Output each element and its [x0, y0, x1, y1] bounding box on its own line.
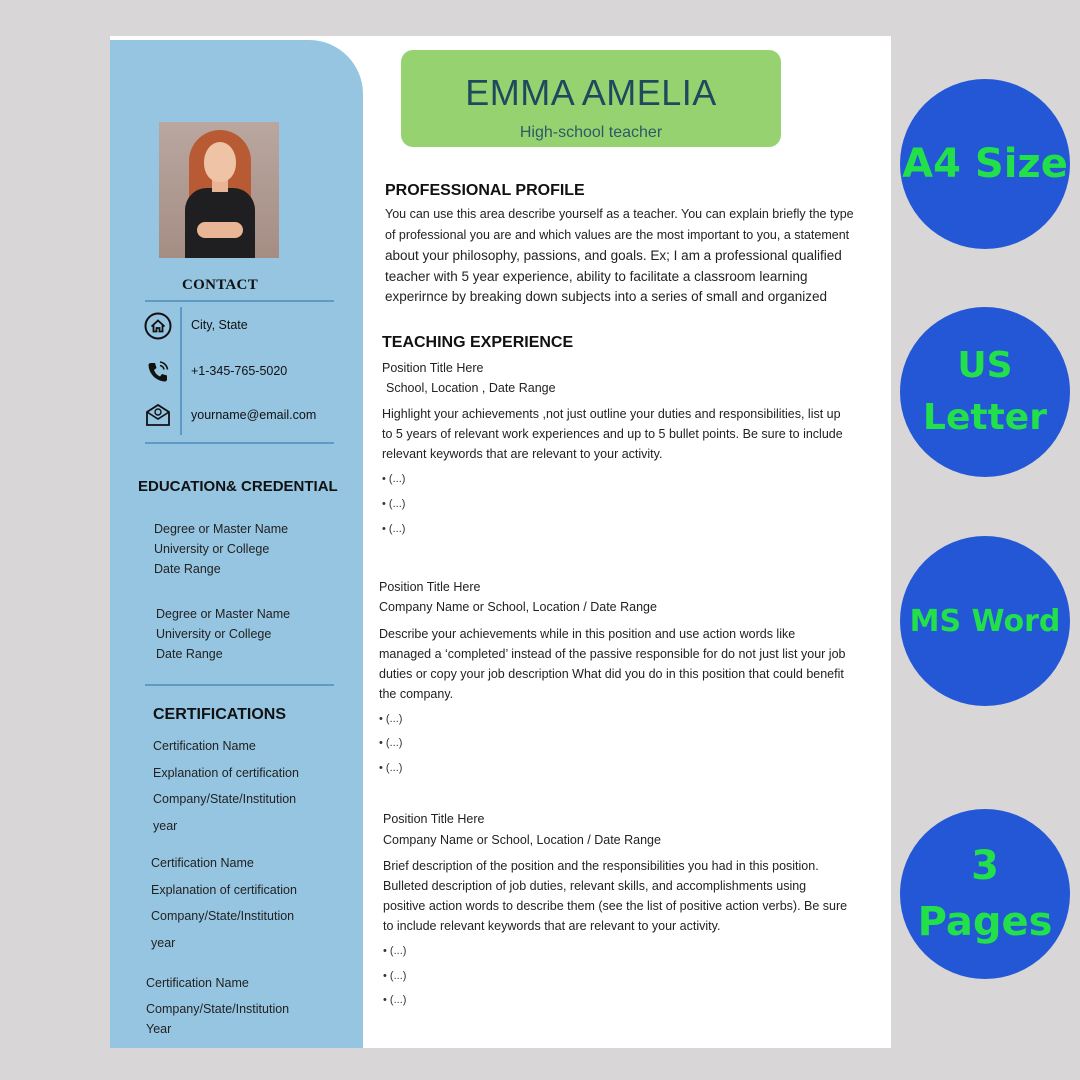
job-desc-line: the company.: [379, 687, 454, 701]
education-school: University or College: [154, 542, 270, 556]
job-company: Company Name or School, Location / Date Range: [379, 600, 657, 614]
education-title: EDUCATION& CREDENTIAL: [138, 478, 338, 495]
education-degree: Degree or Master Name: [156, 607, 291, 621]
job-desc-line: Bulleted description of job duties, relevant skills, and accomplishments using: [383, 879, 807, 893]
candidate-name: EMMA AMELIA: [465, 72, 717, 113]
contact-email: yourname@email.com: [191, 408, 317, 422]
certification-explanation: Explanation of certification: [153, 766, 299, 780]
name-header: [401, 50, 781, 147]
education-school: University or College: [156, 627, 272, 641]
education-degree: Degree or Master Name: [154, 522, 289, 536]
job-position: Position Title Here: [383, 812, 485, 826]
education-date: Date Range: [156, 647, 223, 661]
phone-icon: [144, 358, 172, 386]
job-desc-line: managed a ‘completed’ instead of the passive responsible for do not just list your job: [379, 647, 846, 661]
badge-ms-word: MS Word: [900, 536, 1070, 706]
job-desc-line: to 5 years of relevant work experiences and up to 5 bullet points. Be sure to include: [382, 427, 843, 441]
job-bullet: • (...): [383, 994, 407, 1006]
job-bullet: • (...): [382, 498, 406, 510]
job-bullet: • (...): [379, 713, 403, 725]
job-bullet: • (...): [383, 945, 407, 957]
badge-page-count: 3 Pages: [900, 809, 1070, 979]
education-date: Date Range: [154, 562, 221, 576]
job-bullet: • (...): [382, 523, 406, 535]
job-company: Company Name or School, Location / Date Range: [383, 833, 661, 847]
job-desc-line: Highlight your achievements ,not just outline your duties and responsibilities, list up: [382, 407, 841, 421]
profile-title: PROFESSIONAL PROFILE: [385, 182, 585, 199]
certification-year: year: [153, 819, 178, 833]
profile-text: [385, 207, 865, 313]
profile-line: about your philosophy, passions, and goals. Ex; I am a professional qualified: [385, 248, 842, 263]
job-desc-line: Brief description of the position and the responsibilities you had in this position.: [383, 859, 819, 873]
experience-title: TEACHING EXPERIENCE: [382, 334, 574, 351]
divider: [145, 442, 334, 444]
job-bullet: • (...): [382, 473, 406, 485]
sidebar: [110, 40, 363, 1048]
certification-name: Certification Name: [153, 739, 256, 753]
certification-explanation: Explanation of certification: [151, 883, 297, 897]
badge-a4-size: A4 Size: [900, 79, 1070, 249]
email-icon: [144, 401, 172, 429]
job-desc-line: relevant keywords that are relevant to your activity.: [382, 447, 663, 461]
resume-page: [110, 36, 891, 1048]
home-icon: [144, 312, 172, 340]
profile-line: experirnce by breaking down subjects into a series of small and organized: [385, 289, 827, 304]
certification-name: Certification Name: [146, 976, 249, 990]
job-desc-line: positive action words to describe them (see the list of positive action verbs). Be sure: [383, 899, 848, 913]
certification-year: year: [151, 936, 176, 950]
contact-location: City, State: [191, 318, 248, 332]
profile-line: teacher with 5 year experience, ability to facilitate a classroom learning: [385, 268, 808, 284]
job-bullet: • (...): [379, 762, 403, 774]
certification-year: Year: [146, 1022, 172, 1036]
profile-photo: [159, 122, 279, 258]
certification-company: Company/State/Institution: [151, 909, 295, 923]
divider: [180, 307, 182, 435]
contact-phone: +1-345-765-5020: [191, 364, 288, 378]
job-desc-line: to include relevant keywords that are relevant to your activity.: [383, 919, 721, 933]
certification-company: Company/State/Institution: [146, 1002, 290, 1016]
job-position: Position Title Here: [382, 361, 484, 375]
certification-company: Company/State/Institution: [153, 792, 297, 806]
contact-title: CONTACT: [182, 277, 258, 293]
divider: [145, 684, 334, 686]
certifications-title: CERTIFICATIONS: [153, 706, 287, 723]
job-desc-line: duties or copy your job description What did you do in this position that could benefit: [379, 667, 844, 681]
job-desc-line: Describe your achievements while in this position and use action words like: [379, 627, 796, 641]
job-bullet: • (...): [379, 737, 403, 749]
job-position: Position Title Here: [379, 580, 481, 594]
job-bullet: • (...): [383, 970, 407, 982]
certification-name: Certification Name: [151, 856, 254, 870]
badge-us-letter: US Letter: [900, 307, 1070, 477]
candidate-role: High-school teacher: [519, 124, 663, 141]
divider: [145, 300, 334, 302]
profile-line: of professional you are and which values are the most important to you, a statement: [385, 227, 850, 242]
profile-line: You can use this area describe yourself as a teacher. You can explain briefly the type: [385, 207, 854, 221]
job-company: School, Location , Date Range: [386, 381, 556, 395]
